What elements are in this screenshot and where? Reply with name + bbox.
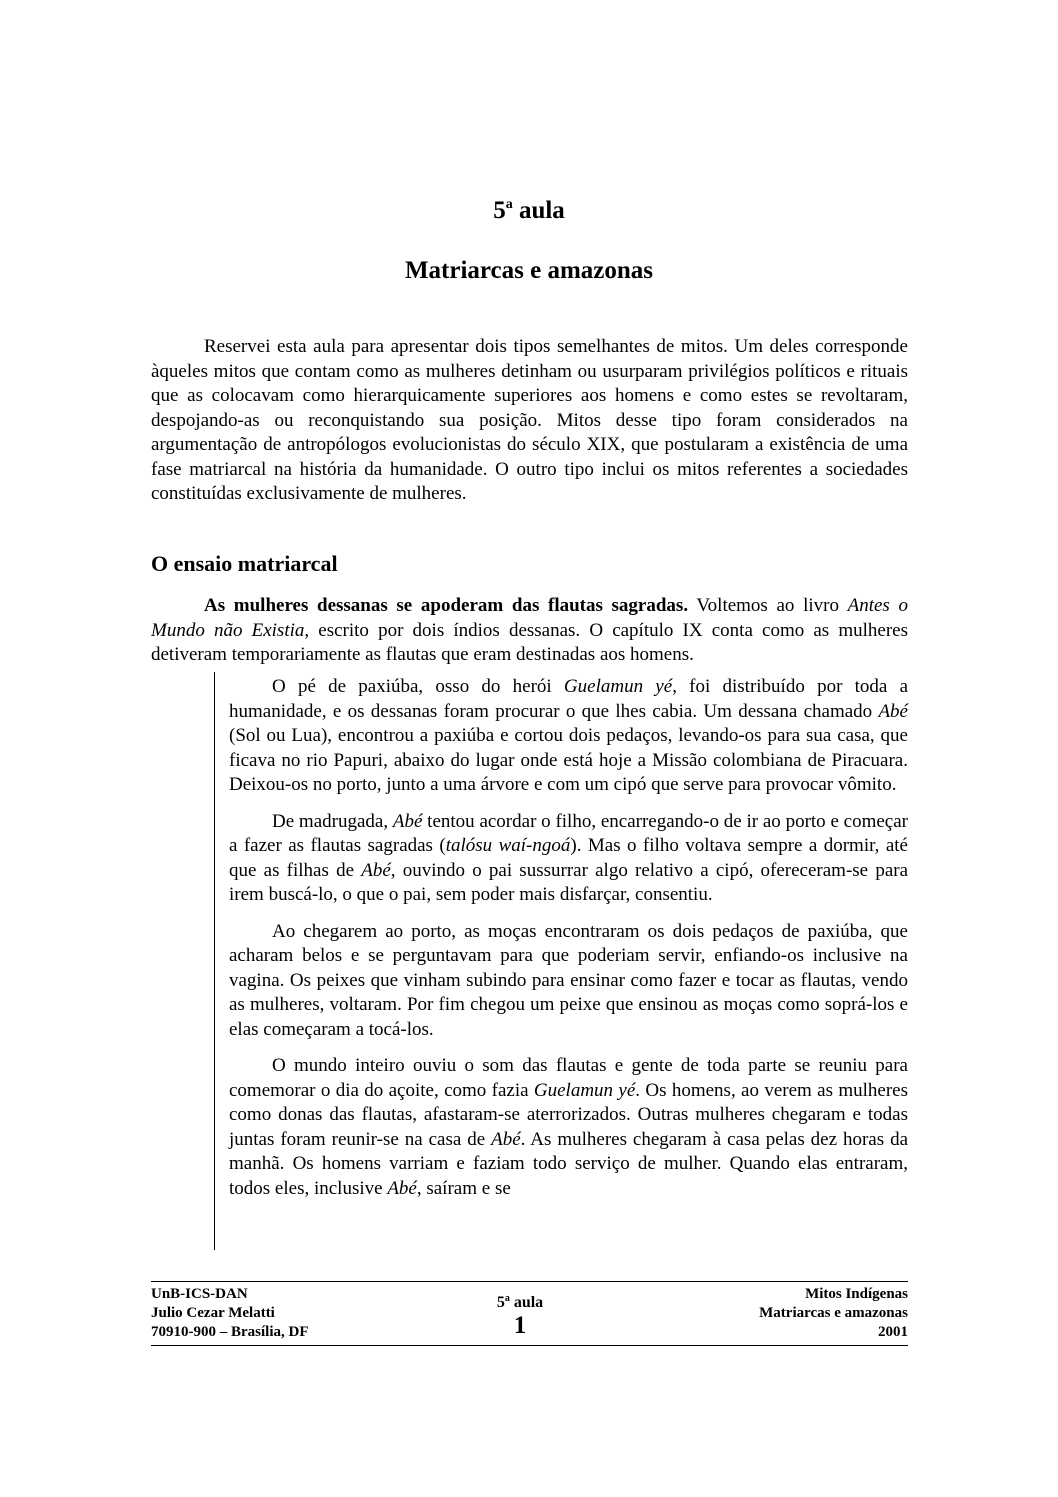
footer-rule-top — [151, 1281, 908, 1282]
section-lead-paragraph: As mulheres dessanas se apoderam das flautas sagradas. Voltemos ao livro Antes o Mundo não Existia, escrito por dois índios dessanas. O capítulo IX conta como as mulheres detiveram temporariamente as flautas que eram destinadas aos homens. — [151, 595, 908, 665]
page-number: 1 — [513, 1312, 527, 1339]
quote-rule — [214, 672, 215, 1250]
lesson-label: 5$^a$ aula — [493, 197, 565, 224]
quote-paragraph-2: De madrugada, Abé tentou acordar o filho, encarregando-o de ir ao porto e começar a fazer as flautas sagradas (talósu waí-ngoá). Mas o filho voltava sempre a dormir, até que as filhas de Abé, ouvindo o pai sussurrar algo relativo a cipó, ofereceram-se para irem buscá-lo, o que o pai, sem poder mais disfarçar, consentiu. — [229, 810, 909, 905]
book-title: Antes o Mundo não Existia — [151, 595, 908, 641]
quote-paragraph-1: O pé de paxiúba, osso do herói Guelamun yé, foi distribuído por toda a humanidade, e os dessanas foram procurar o que lhes cabia. Um dessana chamado Abé (Sol ou Lua), encontrou a paxiúba e cortou dois pedaços, levando-os para sua casa, que ficava no rio Papuri, abaixo do lugar onde está hoje a Missão colombiana de Piracuara. Deixou-os no porto, junto a uma árvore e com um cipó que serve para provocar vômito. — [229, 676, 908, 795]
footer-center: 5$^a$ aula 1 — [470, 1290, 570, 1340]
quote-paragraph-3: Ao chegarem ao porto, as moças encontraram os dois pedaços de paxiúba, que acharam belos e se perguntavam para que poderiam servir, enfiando-os inclusive na vagina. Os peixes que vinham subindo para ensinar como fazer e tocar as flautas, vendo as mulheres, voltaram. Por fim chegou um peixe que ensinou as moças como soprá-los e elas começaram a tocá-los. — [229, 920, 908, 1040]
section-heading: O ensaio matriarcal — [151, 551, 338, 576]
footer-right: Mitos Indígenas Matriarcas e amazonas 2001 — [759, 1286, 908, 1340]
lead-bold: As mulheres dessanas se apoderam das flautas sagradas. — [204, 595, 689, 616]
quote-paragraph-4: O mundo inteiro ouviu o som das flautas e gente de toda parte se reuniu para comemorar o dia do açoite, como fazia Guelamun yé. Os homens, ao verem as mulheres como donas das flautas, afastaram-se aterrorizados. Outras mulheres chegaram e todas juntas foram reunir-se na casa de Abé. As mulheres chegaram à casa pelas dez horas da manhã. Os homens varriam e faziam todo serviço de mulher. Quando elas entraram, todos eles, inclusive Abé, saíram e se — [229, 1055, 909, 1199]
footer-left: UnB-ICS-DAN Julio Cezar Melatti 70910-900 – Brasília, DF — [151, 1286, 309, 1340]
block-quote — [229, 675, 908, 1213]
page-title: Matriarcas e amazonas — [404, 257, 654, 284]
footer-rule-bottom — [151, 1345, 908, 1346]
intro-paragraph: Reservei esta aula para apresentar dois tipos semelhantes de mitos. Um deles corresponde àqueles mitos que contam como as mulheres detinham ou usurparam privilégios políticos e rituais que as colocavam como hierarquicamente superiores aos homens e como estes se revoltaram, despojando-as ou reconquistando sua posição. Mitos desse tipo foram considerados na argumentação de antropólogos evolucionistas do século XIX, que postularam a existência de uma fase matriarcal na história da humanidade. O outro tipo inclui os mitos referentes a sociedades constituídas exclusivamente de mulheres. — [151, 336, 908, 504]
